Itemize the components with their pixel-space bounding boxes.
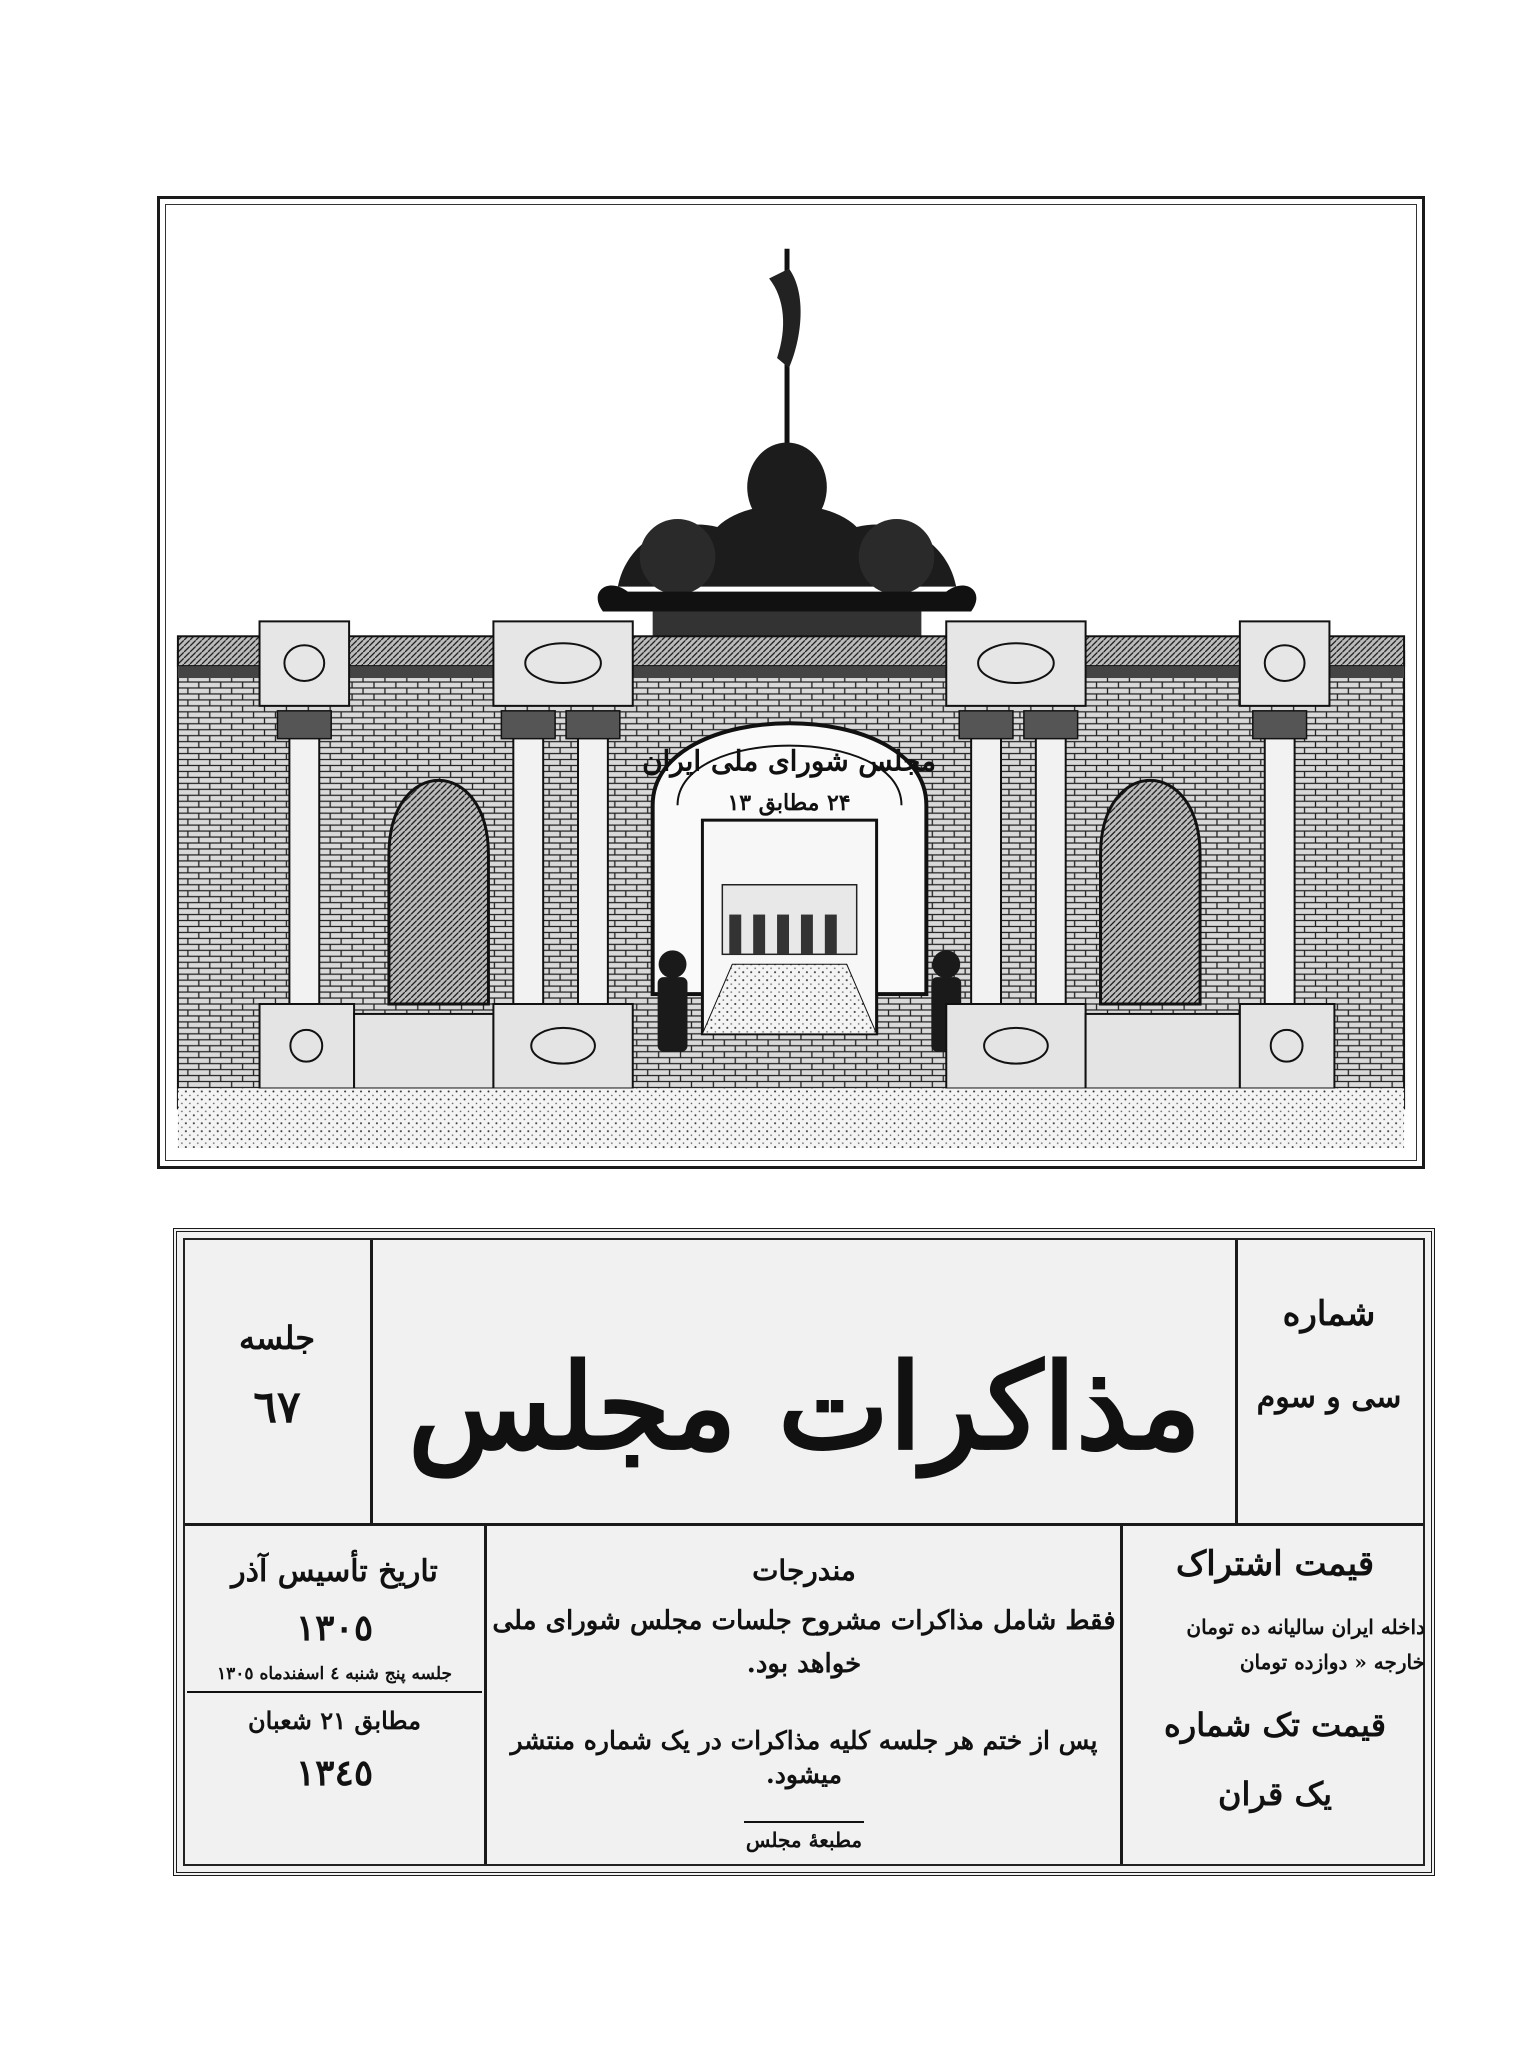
gate-inscription-line1: مجلس شورای ملی ایران bbox=[642, 744, 936, 778]
masthead-right-divider-bottom bbox=[1120, 1524, 1123, 1864]
founding-year: ١٣٠٥ bbox=[295, 1606, 374, 1649]
hijri-year: ١٣٤٥ bbox=[295, 1751, 374, 1794]
session-date: جلسه پنج شنبه ٤ اسفندماه ١٣٠٥ bbox=[187, 1663, 482, 1694]
columns bbox=[289, 736, 1294, 1014]
pier-caps bbox=[260, 621, 1330, 705]
masthead bbox=[173, 1228, 1435, 1876]
single-copy-price: یک قران bbox=[1217, 1775, 1333, 1814]
guards bbox=[658, 950, 962, 1051]
majlis-gate-illustration bbox=[160, 199, 1422, 1166]
contents-box bbox=[489, 1552, 1119, 1862]
main-wall bbox=[178, 651, 1404, 1108]
contents-line-1: فقط شامل مذاکرات مشروح جلسات مجلس شورای ملی bbox=[492, 1605, 1116, 1636]
ground bbox=[178, 1088, 1404, 1148]
masthead-left-divider-bottom bbox=[484, 1524, 487, 1864]
issue-value: سی و سوم bbox=[1256, 1379, 1402, 1415]
subscription-box bbox=[1125, 1542, 1425, 1862]
left-niche bbox=[389, 780, 489, 1004]
subscription-domestic: داخله ایران سالیانه ده تومان bbox=[1186, 1614, 1425, 1639]
single-copy-heading: قیمت تک شماره bbox=[1164, 1705, 1386, 1744]
founding-label: تاریخ تأسیس آذر bbox=[231, 1554, 438, 1589]
session-label: جلسه bbox=[238, 1319, 316, 1357]
issue-box bbox=[1239, 1292, 1419, 1512]
issue-label: شماره bbox=[1282, 1294, 1376, 1334]
printer-name: مطبعهٔ مجلس bbox=[745, 1828, 863, 1853]
session-box bbox=[187, 1317, 367, 1517]
flag bbox=[769, 269, 801, 368]
contents-line-3: پس از ختم هر جلسه کلیه مذاکرات در یک شماره منتشر میشود. bbox=[510, 1725, 1098, 1789]
contents-heading: مندرجات bbox=[752, 1554, 856, 1587]
dates-box bbox=[187, 1552, 482, 1862]
plinths bbox=[260, 1004, 1335, 1088]
printer-rule bbox=[744, 1821, 864, 1823]
masthead-title: مذاکرات مجلس bbox=[407, 1337, 1202, 1476]
crown-and-lions bbox=[598, 442, 977, 641]
contents-line-2: خواهد بود. bbox=[746, 1648, 862, 1679]
hijri-match: مطابق ٢١ شعبان bbox=[248, 1706, 421, 1736]
subscription-foreign: خارجه « دوازده تومان bbox=[1239, 1649, 1425, 1674]
masthead-left-divider-top bbox=[370, 1240, 373, 1524]
central-arch bbox=[653, 723, 927, 994]
subscription-heading: قیمت اشتراک bbox=[1175, 1544, 1375, 1584]
masthead-right-divider-top bbox=[1235, 1240, 1238, 1524]
gateway bbox=[702, 820, 876, 1034]
gate-inscription-line2: ۲۴ مطابق ۱۳ bbox=[727, 790, 851, 817]
session-number: ٦٧ bbox=[253, 1382, 301, 1434]
right-niche bbox=[1101, 780, 1201, 1004]
engraving-frame bbox=[157, 196, 1425, 1169]
